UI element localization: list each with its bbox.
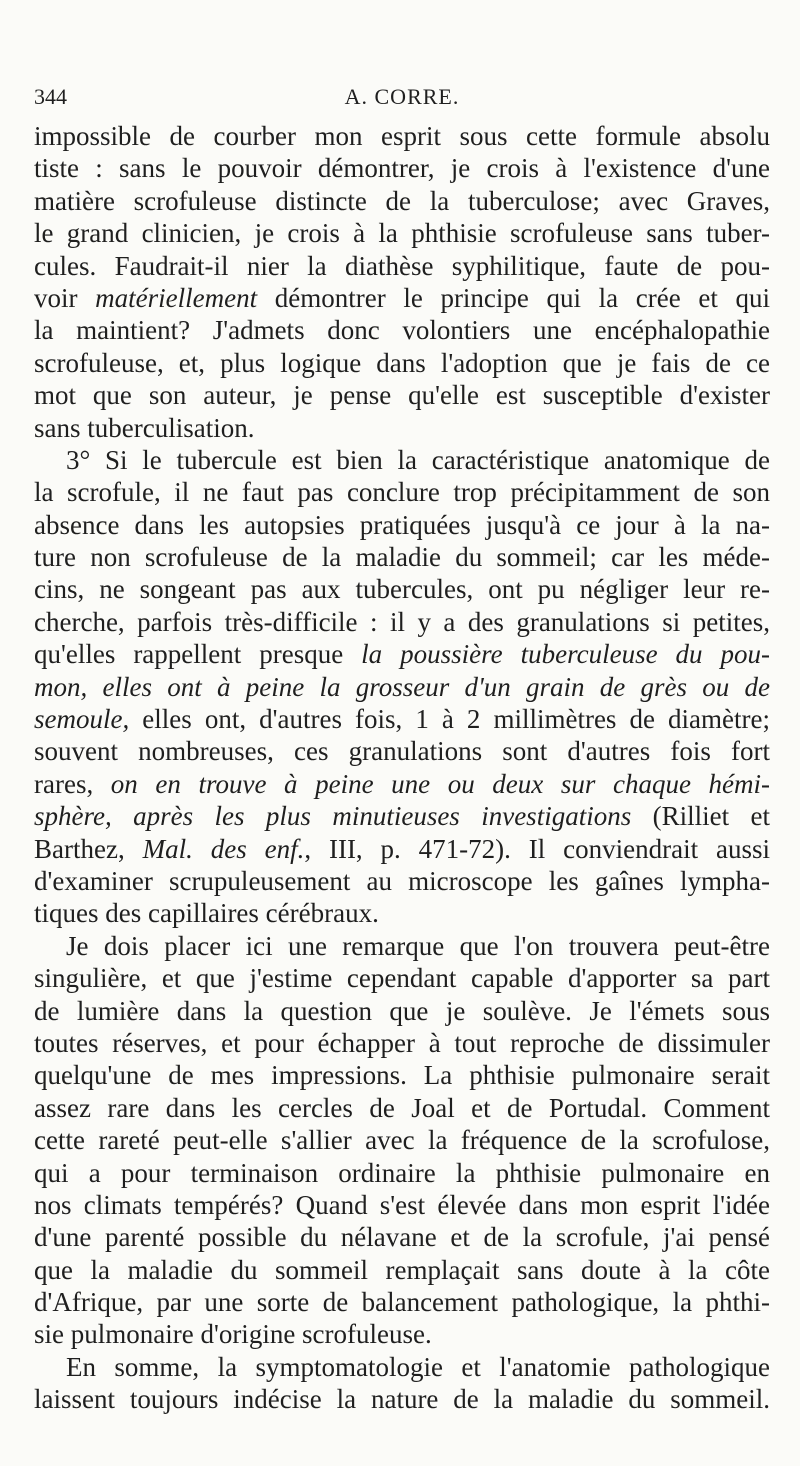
text-line: cherche, parfois très-difficile : il y a des granulations si petites, <box>34 606 770 637</box>
running-head: A. CORRE. <box>344 84 460 109</box>
italic-run: la poussière tuberculeuse du pou- <box>361 639 770 670</box>
text-line: tiques des capillaires cérébraux. <box>34 898 379 929</box>
text-line: qui a pour terminaison ordinaire la phthisie pulmonaire en <box>34 1157 770 1188</box>
text-run: qu'elles rappellent presque <box>34 639 362 670</box>
italic-run: sphère, après les plus minutieuses investigations <box>34 801 632 832</box>
text-line: tiste : sans le pouvoir démontrer, je crois à l'existence d'une <box>34 153 770 184</box>
text-line: impossible de courber mon esprit sous cette formule absolu <box>34 121 770 151</box>
text-line <box>34 833 770 865</box>
italic-run: matériellement <box>95 282 258 313</box>
text-line: la scrofule, il ne faut pas conclure trop précipitamment de son <box>34 477 770 508</box>
text-run: voir <box>34 282 96 313</box>
text-line <box>34 638 770 670</box>
text-line: 3° Si le tubercule est bien la caractéristique anatomique de <box>66 444 770 475</box>
text-run: , III, p. 471-72). Il conviendrait aussi <box>304 833 770 864</box>
text-line: matière scrofuleuse distincte de la tuberculose; avec Graves, <box>34 185 770 216</box>
italic-run: semoule, <box>34 704 130 735</box>
text-line: nos climats tempérés? Quand s'est élevée dans mon esprit l'idée <box>34 1189 770 1220</box>
text-line: Je dois placer ici une remarque que l'on trouvera peut-être <box>66 930 770 961</box>
text-line: toutes réserves, et pour échapper à tout reproche de dissimuler <box>34 1027 770 1058</box>
text-line: singulière, et que j'estime cependant capable d'apporter sa part <box>34 963 770 994</box>
text-line: cules. Faudrait-il nier la diathèse syphilitique, faute de pou- <box>34 250 770 281</box>
text-line: sie pulmonaire d'origine scrofuleuse. <box>34 1319 432 1350</box>
text-line: sans tuberculisation. <box>34 412 255 443</box>
text-line: assez rare dans les cercles de Joal et de Portudal. Comment <box>34 1092 770 1123</box>
text-run: elles ont, d'autres fois, 1 à 2 millimètres de diamètre; <box>129 704 770 735</box>
text-line: que la maladie du sommeil remplaçait sans doute à la côte <box>34 1254 770 1285</box>
text-line: le grand clinicien, je crois à la phthisie scrofuleuse sans tuber- <box>34 218 770 249</box>
text-line: de lumière dans la question que je soulève. Je l'émets sous <box>34 995 770 1026</box>
page-header <box>34 84 770 114</box>
text-line: quelqu'une de mes impressions. La phthisie pulmonaire serait <box>34 1060 770 1091</box>
text-line: d'Afrique, par une sorte de balancement pathologique, la phthi- <box>34 1287 770 1318</box>
text-line <box>34 671 770 703</box>
italic-run: on en trouve à peine une ou deux sur chaque hémi- <box>110 768 770 799</box>
text-run: démontrer le principe qui la crée et qui <box>257 282 770 313</box>
text-line: la maintient? J'admets donc volontiers une encéphalopathie <box>34 315 770 346</box>
text-line: d'une parenté possible du nélavane et de la scrofule, j'ai pensé <box>34 1222 770 1253</box>
text-line: laissent toujours indécise la nature de la maladie du sommeil. <box>34 1384 770 1415</box>
text-run: rares, <box>34 768 111 799</box>
italic-run: Mal. des enf. <box>142 833 305 864</box>
text-line: d'examiner scrupuleusement au microscope les gaînes lympha- <box>34 865 770 896</box>
italic-run: mon, elles ont à peine la grosseur d'un grain de grès ou de <box>34 671 770 702</box>
body-text <box>34 120 770 1416</box>
text-line: cins, ne songeant pas aux tubercules, ont pu négliger leur re- <box>34 574 770 605</box>
text-line: mot que son auteur, je pense qu'elle est susceptible d'exister <box>34 380 770 411</box>
text-line <box>34 282 770 314</box>
text-line <box>34 800 770 832</box>
page-number: 344 <box>34 84 67 109</box>
text-line: cette rareté peut-elle s'allier avec la fréquence de la scrofulose, <box>34 1125 770 1156</box>
text-line <box>34 703 770 735</box>
text-line: absence dans les autopsies pratiquées jusqu'à ce jour à la na- <box>34 509 770 540</box>
text-line: souvent nombreuses, ces granulations sont d'autres fois fort <box>34 736 770 767</box>
text-line: En somme, la symptomatologie et l'anatomie pathologique <box>66 1351 770 1382</box>
text-run: (Rilliet et <box>631 801 770 832</box>
text-line: scrofuleuse, et, plus logique dans l'adoption que je fais de ce <box>34 347 770 378</box>
text-line <box>34 768 770 800</box>
text-run: Barthez, <box>34 833 143 864</box>
text-line: ture non scrofuleuse de la maladie du sommeil; car les méde- <box>34 542 770 573</box>
